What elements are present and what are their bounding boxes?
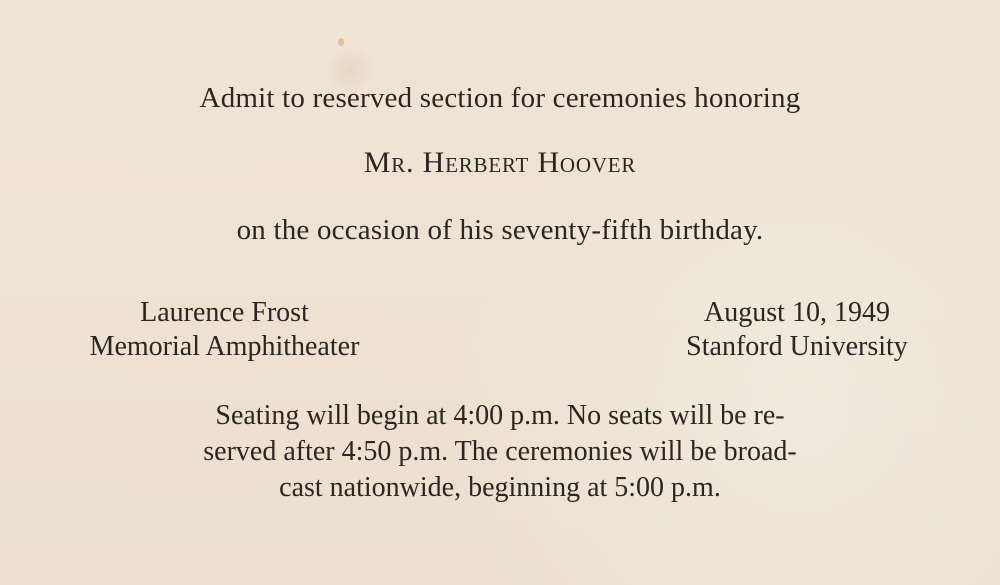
honoree-name: Mr. Herbert Hoover — [363, 146, 637, 179]
place-line: Stanford University — [686, 331, 908, 362]
occasion-line: on the occasion of his seventy-fifth birthday. — [236, 214, 764, 246]
date-place-block — [664, 296, 930, 364]
notice-line-1: Seating will begin at 4:00 p.m. No seats will be re- — [215, 400, 785, 431]
venue-block — [62, 296, 387, 364]
seating-notice — [130, 398, 870, 506]
venue-line-1: Laurence Frost — [140, 297, 309, 328]
notice-line-2: served after 4:50 p.m. The ceremonies will be broad- — [203, 436, 797, 467]
notice-line-3: cast nationwide, beginning at 5:00 p.m. — [279, 472, 721, 503]
venue-line-2: Memorial Amphitheater — [89, 331, 360, 362]
admit-line: Admit to reserved section for ceremonies honoring — [199, 82, 801, 114]
paper-speck — [338, 38, 344, 46]
date-line: August 10, 1949 — [704, 297, 890, 328]
